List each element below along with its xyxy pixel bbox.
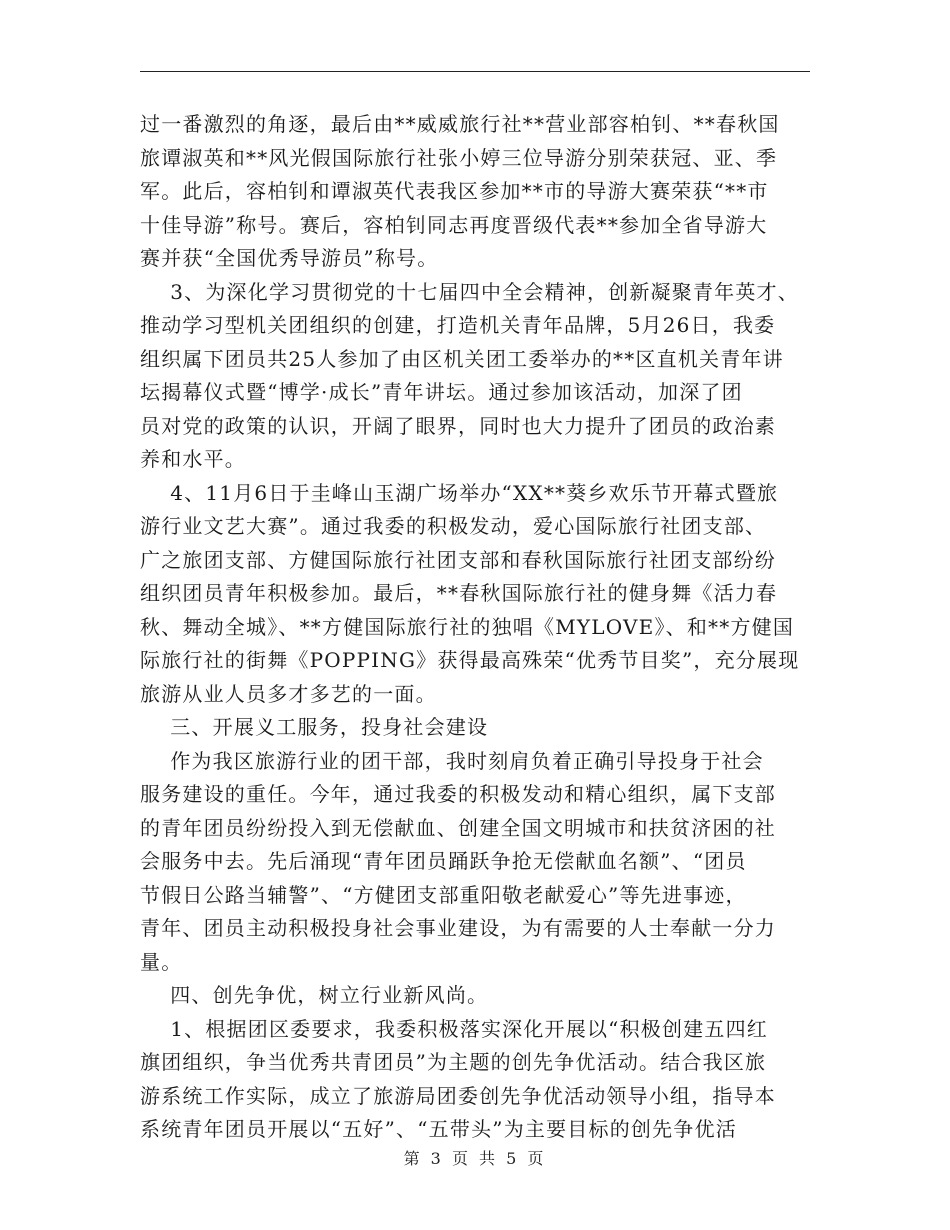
text-line: 游行业文艺大赛”。通过我委的积极发动，爱心国际旅行社团支部、 bbox=[140, 514, 767, 538]
text-line: 十佳导游”称号。赛后，容柏钊同志再度晋级代表**参加全省导游大 bbox=[140, 212, 768, 237]
text-line: 系统青年团员开展以“五好”、“五带头”为主要目标的创先争优活 bbox=[140, 1117, 737, 1141]
text-line: 旅谭淑英和**风光假国际旅行社张小婷三位导游分别荣获冠、亚、季 bbox=[140, 145, 778, 170]
document-body bbox=[140, 108, 830, 1147]
text-line: 旗团组织，争当优秀共青团员”为主题的创先争优活动。结合我区旅 bbox=[140, 1050, 767, 1074]
text-line: 军。此后，容柏钊和谭淑英代表我区参加**市的导游大赛荣获“**市 bbox=[140, 179, 769, 203]
text-line: 服务建设的重任。今年，通过我委的积极发动和精心组织，属下支部 bbox=[140, 782, 776, 806]
text-line: 4、11月6日于圭峰山玉湖广场举办“XX**葵乡欢乐节开幕式暨旅 bbox=[140, 480, 779, 505]
text-line: 旅游从业人员多才多艺的一面。 bbox=[140, 681, 437, 706]
text-line: 的青年团员纷纷投入到无偿献血、创建全国文明城市和扶贫济困的社 bbox=[140, 815, 776, 840]
text-line: 组织团员青年积极参加。最后，**春秋国际旅行社的健身舞《活力春 bbox=[140, 581, 778, 605]
text-line: 作为我区旅游行业的团干部，我时刻肩负着正确引导投身于社会 bbox=[140, 748, 764, 773]
text-line: 青年、团员主动积极投身社会事业建设，为有需要的人士奉献一分力 bbox=[140, 916, 776, 940]
text-line: 广之旅团支部、方健国际旅行社团支部和春秋国际旅行社团支部纷纷 bbox=[140, 547, 776, 572]
text-line: 1、根据团区委要求，我委积极落实深化开展以“积极创建五四红 bbox=[140, 1016, 768, 1041]
text-line: 坛揭幕仪式暨“博学·成长”青年讲坛。通过参加该活动，加深了团 bbox=[140, 380, 743, 404]
text-line: 3、为深化学习贯彻党的十七届四中全会精神，创新凝聚青年英才、 bbox=[140, 279, 799, 304]
text-line: 推动学习型机关团组织的创建，打造机关青年品牌，5月26日，我委 bbox=[140, 313, 776, 337]
section-heading: 三、开展义工服务，投身社会建设 bbox=[140, 715, 489, 739]
text-line: 量。 bbox=[140, 949, 183, 974]
text-line: 际旅行社的街舞《POPPING》获得最高殊荣“优秀节目奖”，充分展现 bbox=[140, 648, 800, 672]
text-line: 养和水平。 bbox=[140, 447, 246, 471]
text-line: 赛并获“全国优秀导游员”称号。 bbox=[140, 246, 439, 270]
text-line: 秋、舞动全城》、**方健国际旅行社的独唱《MYLOVE》、和**方健国 bbox=[140, 614, 795, 639]
text-line: 员对党的政策的认识，开阔了眼界，同时也大力提升了团员的政治素 bbox=[140, 413, 776, 438]
section-heading: 四、创先争优，树立行业新风尚。 bbox=[140, 983, 489, 1007]
header-rule bbox=[140, 71, 810, 72]
text-line: 节假日公路当辅警”、“方健团支部重阳敬老献爱心”等先进事迹， bbox=[140, 882, 747, 907]
text-line: 会服务中去。先后涌现“青年团员踊跃争抢无偿献血名额”、“团员 bbox=[140, 849, 747, 873]
text-line: 组织属下团员共25人参加了由区机关团工委举办的**区直机关青年讲 bbox=[140, 346, 784, 371]
text-line: 游系统工作实际，成立了旅游局团委创先争优活动领导小组，指导本 bbox=[140, 1083, 776, 1108]
text-line: 过一番激烈的角逐，最后由**威威旅行社**营业部容柏钊、**春秋国 bbox=[140, 112, 780, 136]
page-number: 第 3 页 共 5 页 bbox=[403, 1149, 547, 1168]
